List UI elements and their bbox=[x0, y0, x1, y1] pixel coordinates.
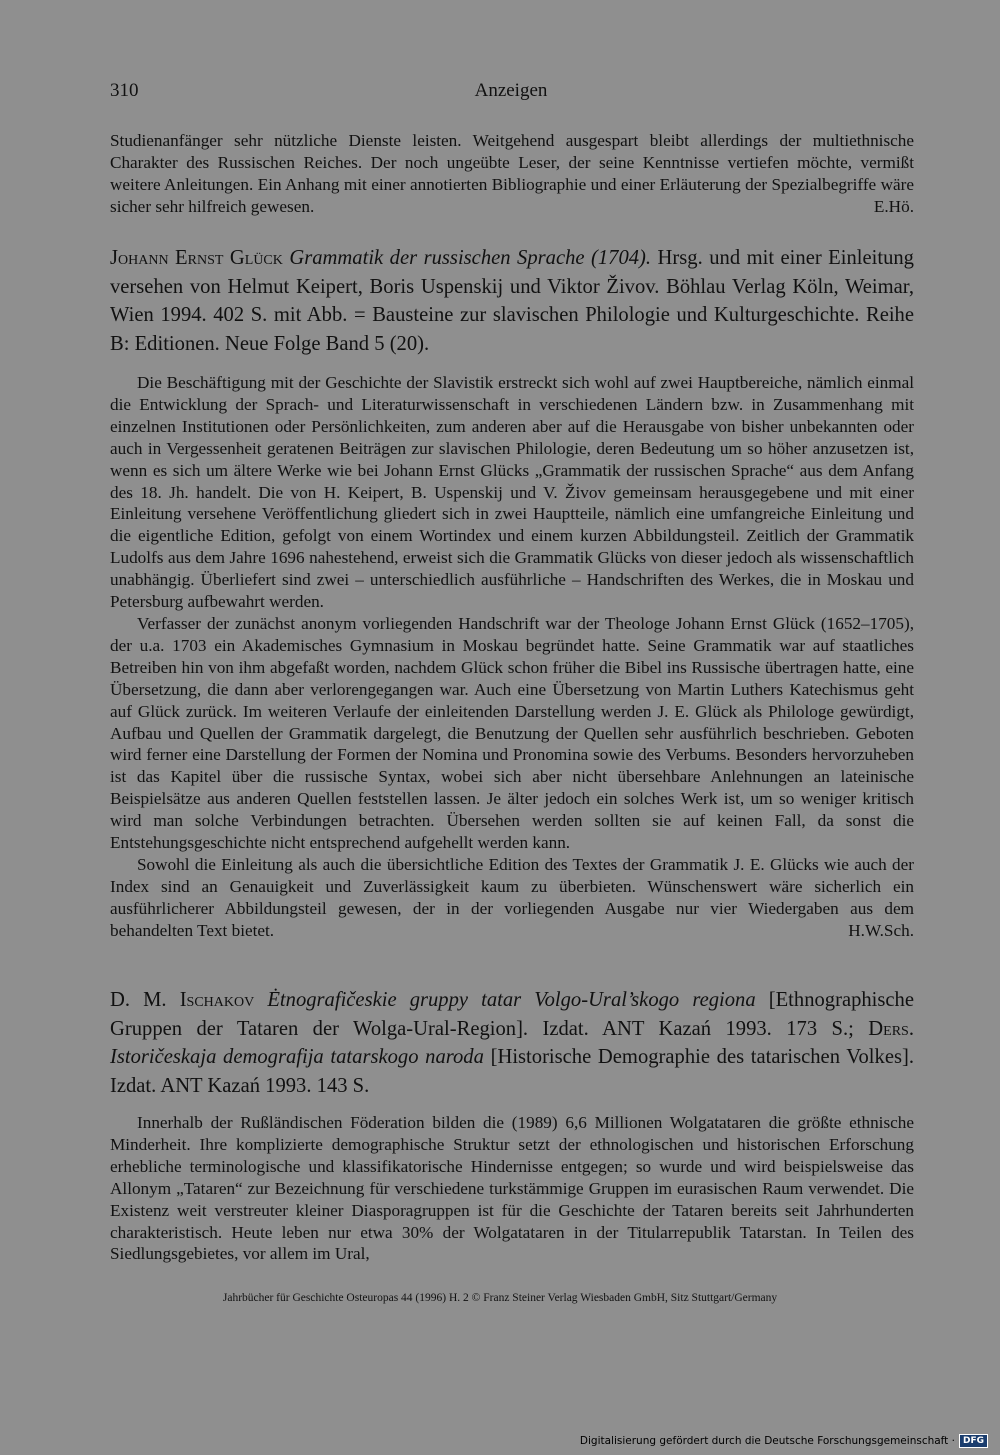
review2-paragraph-1: Die Beschäftigung mit der Geschichte der Slavistik erstreckt sich wohl auf zwei Hauptbereiche, nämlich einmal die Entwicklung der Sprach- und Literaturwissenschaft in verschiedenen Ländern bzw. in Zusammenhang mit einzelnen Institutionen oder Persönlichkeiten, zum anderen aber auf die Herausgabe von bisher unbekannten oder auch in Vergessenheit geratenen Beiträgen zur slavischen Philologie, deren Bedeutung um so höher anzusetzen ist, wenn es sich um ältere Werke wie bei Johann Ernst Glücks „Grammatik der russischen Sprache“ aus dem Anfang des 18. Jh. handelt. Die von H. Keipert, B. Uspenskij und V. Živov gemeinsam herausgegebene und mit einer Einleitung versehene Veröffentlichung gliedert sich in zwei Hauptteile, nämlich eine umfangreiche Einleitung und die eigentliche Edition, gefolgt von einem Wortindex und einem kurzen Abbildungsteil. Zeitlich der Grammatik Ludolfs aus dem Jahre 1696 nahestehend, erweist sich die Grammatik Glücks von dieser jedoch als wissenschaftlich unabhängig. Überliefert sind zwei – unterschiedlich ausführliche – Handschriften des Werkes, die in Moskau und Petersburg aufbewahrt werden. bbox=[110, 373, 914, 612]
entry3-heading bbox=[110, 986, 914, 1100]
review2-paragraph-2: Verfasser der zunächst anonym vorliegenden Handschrift war der Theologe Johann Ernst Glück (1652–1705), der u.a. 1703 ein Akademisches Gymnasium in Moskau begründet hatte. Seine Grammatik war auf staatliches Betreiben hin von ihm abgefaßt worden, nachdem Glück schon früher die Bibel ins Russische übertragen hatte, eine Übersetzung, die dann aber verlorengegangen war. Auch eine Übersetzung von Martin Luthers Katechismus geht auf Glück zurück. Im weiteren Verlaufe der einleitenden Darstellung werden J. E. Glück als Philologe gewürdigt, Aufbau und Quellen der Grammatik dargelegt, die Benutzung der Quellen sehr ausführlich beschrieben. Geboten wird ferner eine Darstellung der Formen der Nomina und Pronomina sowie des Verbums. Besonders hervorzuheben ist das Kapitel über die russische Syntax, wobei sich aber nicht übersehbare Anlehnungen an lateinische Beispielsätze aus anderen Quellen feststellen lassen. Je älter jedoch ein solches Werk ist, um so weniger kritisch wird man solche Verbindungen betrachten. Übersehen werden sollten sie auf keinen Fall, da sonst die Entstehungsgeschichte nicht entsprechend aufgehellt werden kann. bbox=[110, 613, 914, 853]
dfg-credit bbox=[580, 1434, 988, 1448]
review1-signature: E.Hö. bbox=[873, 196, 914, 216]
review1-tail bbox=[110, 130, 914, 218]
entry3-title-2: Istoričeskaja demografija tatarskogo naroda bbox=[110, 1046, 484, 1068]
journal-footer: Jahrbücher für Geschichte Osteuropas 44 (1996) H. 2 © Franz Steiner Verlag Wiesbaden GmbH, Sitz Stuttgart/Germany bbox=[222, 1292, 778, 1304]
entry3-author: D. M. Ischakov bbox=[110, 989, 255, 1011]
entry2-heading bbox=[110, 244, 914, 358]
page-number: 310 bbox=[110, 80, 139, 101]
review3-paragraph-1: Innerhalb der Rußländischen Föderation bilden die (1989) 6,6 Millionen Wolgatataren die größte ethnische Minderheit. Ihre komplizierte demographische Struktur setzt der ethnologischen und historischen Erforschung erhebliche terminologische und klassifikatorische Hindernisse entgegen; so wurde und wird beispielsweise das Allonym „Tataren“ zur Bezeichnung für verschiedene turkstämmige Gruppen im eurasischen Raum verwendet. Die Existenz weit verstreuter kleiner Diasporagruppen ist für die Geschichte der Tataren bereits seit Jahrhunderten charakteristisch. Heute leben nur etwa 30% der Wolgatataren in der Titularrepublik Tatarstan. In Teilen des Siedlungsgebietes, vor allem im Ural, bbox=[110, 1113, 914, 1264]
entry3-translation-1: [Ethnographische Gruppen der Tataren der Wolga-Ural-Region]. Izdat. ANT Kazań 1993. 173 S.; bbox=[110, 989, 914, 1040]
entry2-title: Grammatik der russischen Sprache (1704). bbox=[289, 247, 652, 269]
entry2-details: Hrsg. und mit einer Einleitung versehen von Helmut Keipert, Boris Uspenskij und Viktor Živov. Böhlau Verlag Köln, Weimar, Wien 1994. 402 S. mit Abb. = Bausteine zur slavischen Philologie und Kulturgeschichte. Reihe B: Editionen. Neue Folge Band 5 (20). bbox=[110, 247, 914, 355]
review2-signature: H.W.Sch. bbox=[848, 920, 914, 940]
dfg-logo-icon: DFG bbox=[959, 1434, 988, 1448]
review3 bbox=[110, 1112, 914, 1265]
dfg-credit-text: Digitalisierung gefördert durch die Deutsche Forschungsgemeinschaft · bbox=[579, 1435, 955, 1447]
section-title: Anzeigen bbox=[474, 80, 548, 101]
review1-text: Studienanfänger sehr nützliche Dienste leisten. Weitgehend ausgespart bleibt allerdings der multiethnische Charakter des Russischen Reiches. Der noch ungeübte Leser, der seine Kenntnisse vertiefen möchte, vermißt weitere Anleitungen. Ein Anhang mit einer annotierten Bibliographie und einer Erläuterung der Spezialbegriffe wäre sicher sehr hilfreich gewesen. bbox=[110, 131, 914, 216]
review2 bbox=[110, 372, 914, 941]
entry3-title-1: Ėtnografičeskie gruppy tatar Volgo-Ural’skogo regiona bbox=[267, 989, 756, 1011]
entry3-ders: Ders. bbox=[868, 1017, 914, 1040]
entry2-author: Johann Ernst Glück bbox=[110, 247, 283, 269]
entry3-translation-2: [Historische Demographie des tatarischen Volkes]. Izdat. ANT Kazań 1993. 143 S. bbox=[110, 1046, 914, 1097]
review2-paragraph-3: Sowohl die Einleitung als auch die übersichtliche Edition des Textes der Grammatik J. E. Glücks wie auch der Index sind an Genauigkeit und Zuverlässigkeit kaum zu überbieten. Wünschenswert wäre sicherlich ein ausführlicherer Abbildungsteil gewesen, der in der vorliegenden Ausgabe nur vier Wiedergaben aus dem behandelten Text bietet. bbox=[110, 854, 914, 940]
